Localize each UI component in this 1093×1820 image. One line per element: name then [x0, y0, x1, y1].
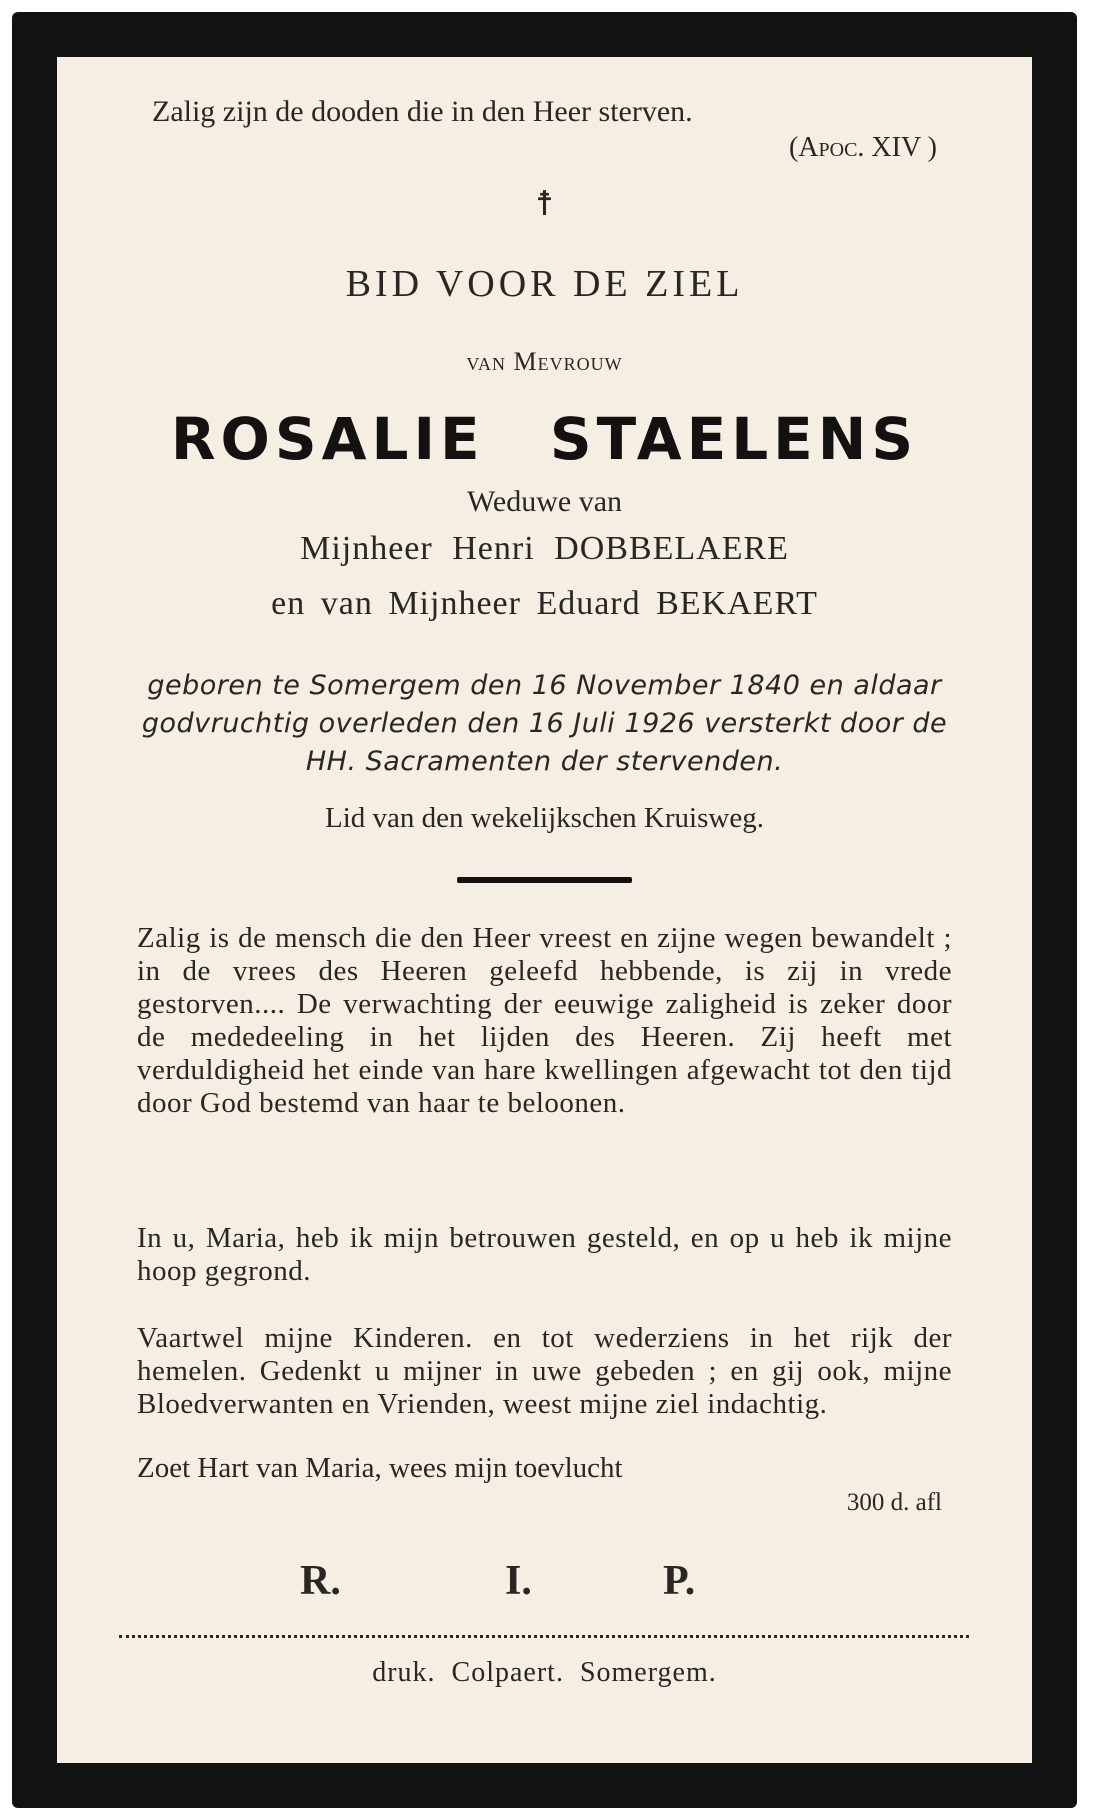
- divider-rule: [457, 877, 632, 883]
- birth-death-details: geboren te Somergem den 16 November 1840 en aldaar godvruchtig overleden den 16 Juli 1926 versterkt door de HH. Sacramenten der stervenden.: [141, 670, 948, 777]
- rip-letter-i: I.: [505, 1558, 532, 1604]
- paragraph-consolation: Zalig is de mensch die den Heer vreest en zijne wegen bewandelt ; in de vrees des Heeren geleefd hebbende, is zij in vrede gestorven.... De verwachting der eeuwige zaligheid is zeker door de mededeeling in het lijden des Heeren. Zij heeft met verduldigheid het einde van hare kwellingen afgewacht tot den tijd door God bestemd van haar te beloonen.: [137, 922, 952, 1119]
- printer-credit: druk. Colpaert. Somergem.: [372, 1657, 717, 1688]
- paragraph-prayer-mary: In u, Maria, heb ik mijn betrouwen gesteld, en op u heb ik mijne hoop gegrond.: [137, 1222, 952, 1287]
- widow-line: Weduwe van: [466, 485, 623, 518]
- dotted-divider: [119, 1635, 969, 1638]
- second-husband: en van Mijnheer Eduard BEKAERT: [271, 585, 818, 622]
- rip-line: [57, 1557, 1032, 1607]
- memorial-card: [12, 12, 1077, 1808]
- card-paper: [57, 57, 1032, 1763]
- paragraph-farewell: Vaartwel mijne Kinderen. en tot wederziens in het rijk der hemelen. Gedenkt u mijner in uwe gebeden ; en gij ook, mijne Bloedverwanten en Vrienden, weest mijne ziel indachtig.: [137, 1322, 952, 1420]
- cross-icon: ☨: [535, 184, 554, 224]
- honorific: van Mevrouw: [466, 347, 623, 376]
- rip-letter-r: R.: [300, 1558, 341, 1604]
- epigraph-reference: (Apoc. XIV ): [788, 132, 937, 163]
- invocation: Zoet Hart van Maria, wees mijn toevlucht: [137, 1452, 623, 1484]
- indulgence-note: 300 d. afl: [846, 1489, 942, 1516]
- first-husband: Mijnheer Henri DOBBELAERE: [300, 530, 789, 567]
- rip-letter-p: P.: [663, 1558, 696, 1604]
- epigraph: Zalig zijn de dooden die in den Heer sterven.: [152, 95, 693, 128]
- membership-line: Lid van den wekelijkschen Kruisweg.: [325, 802, 764, 834]
- deceased-name: ROSALIE STAELENS: [170, 405, 919, 473]
- prayer-heading: BID VOOR DE ZIEL: [345, 263, 744, 305]
